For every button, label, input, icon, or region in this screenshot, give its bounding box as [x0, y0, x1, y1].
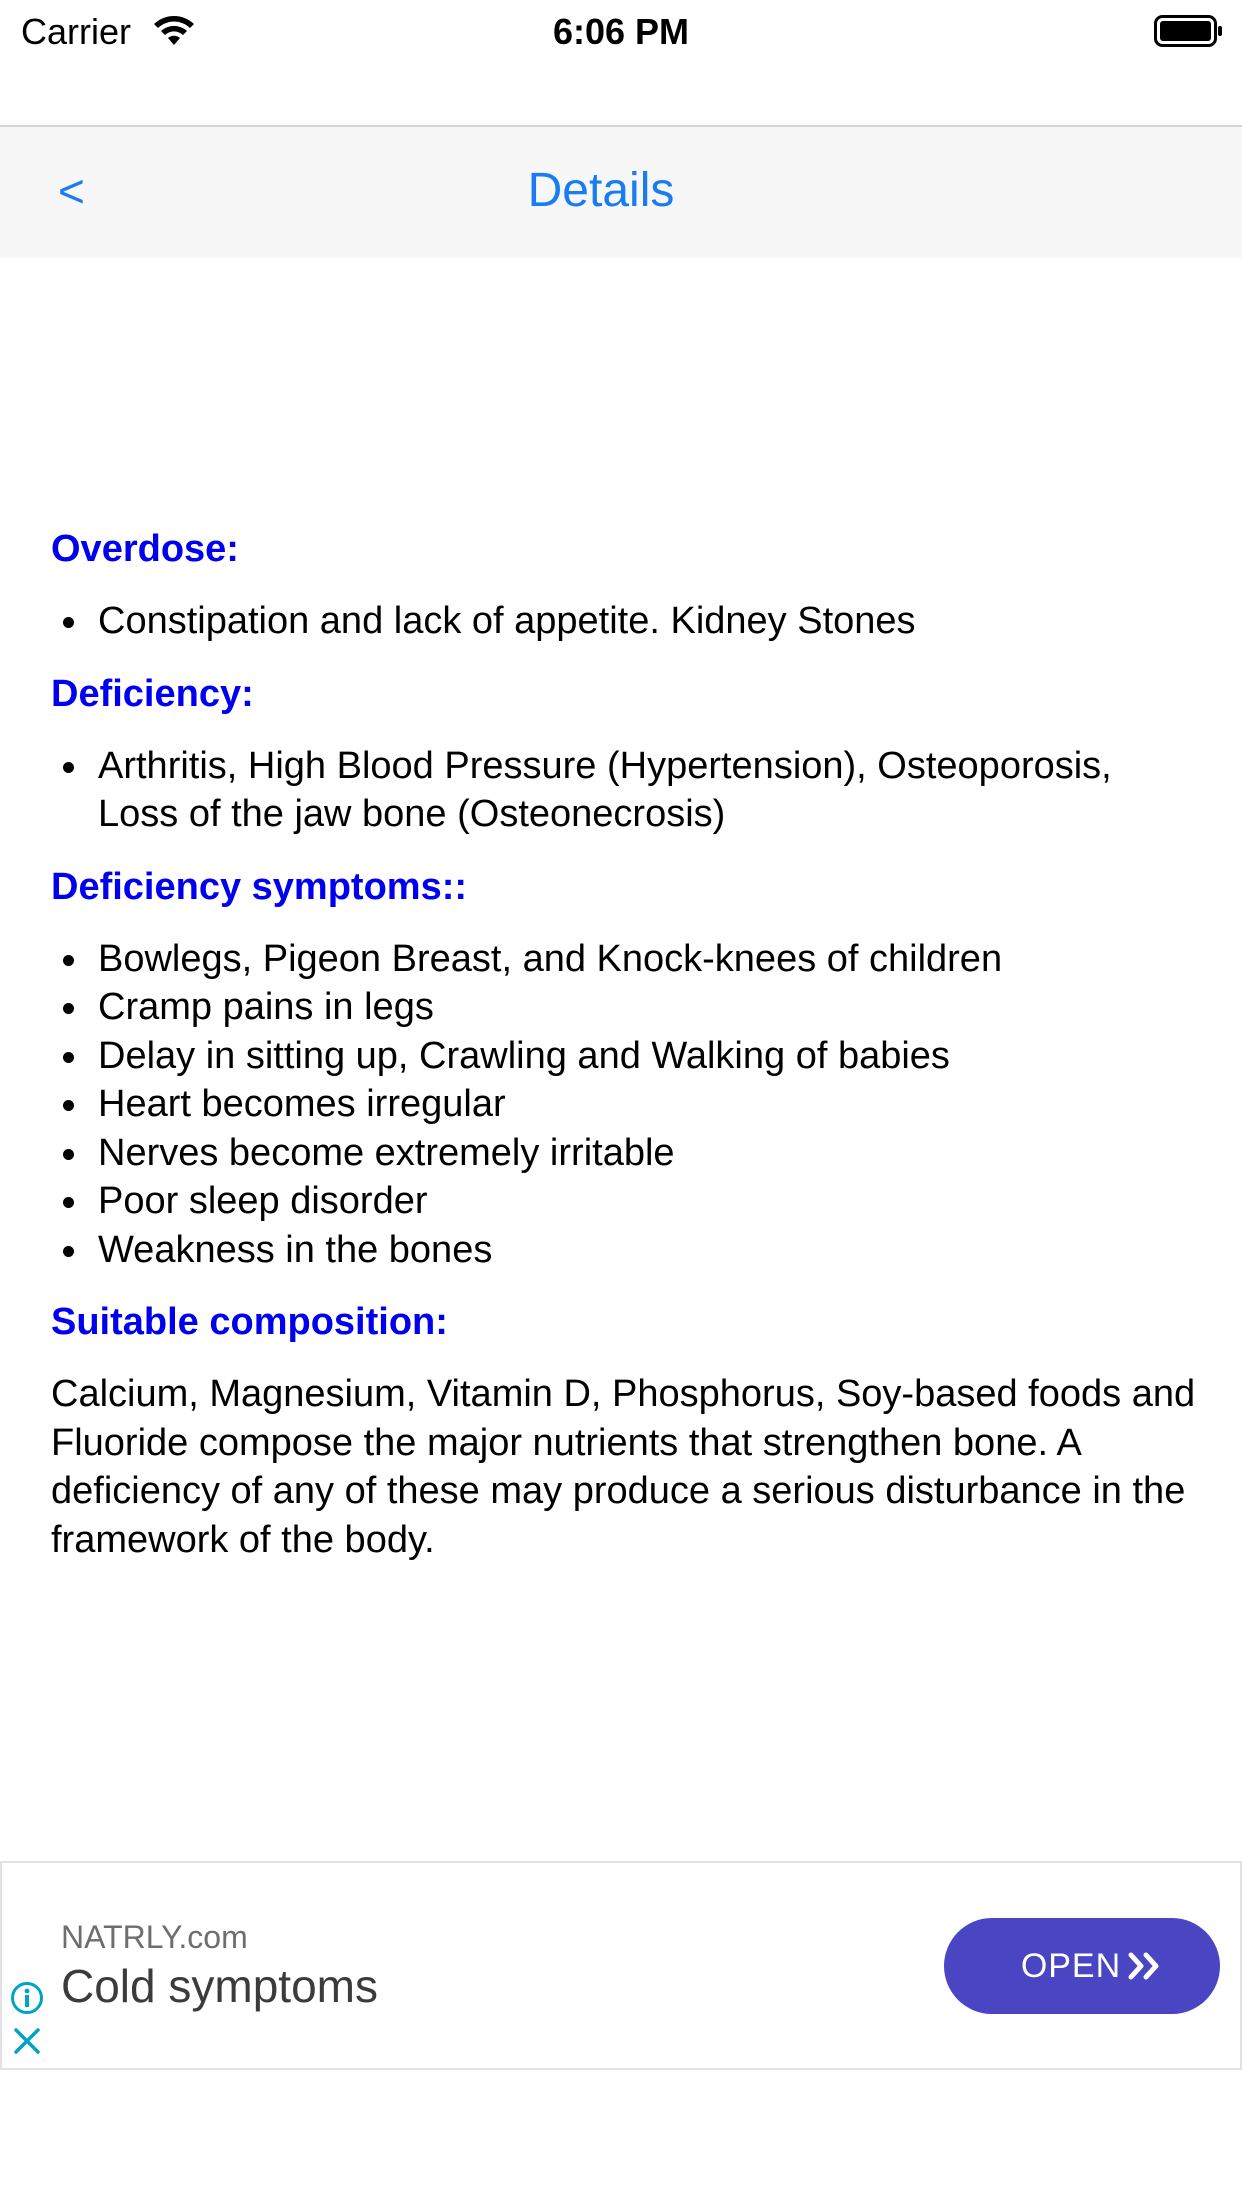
info-icon[interactable]: [10, 1981, 44, 2015]
status-time: 6:06 PM: [552, 11, 690, 52]
ad-headline[interactable]: Cold symptoms: [61, 1960, 378, 2012]
status-bar: [0, 0, 1242, 62]
overdose-list: [51, 597, 1201, 646]
list-item: Cramp pains in legs: [51, 983, 1201, 1032]
list-item: Nerves become extremely irritable: [51, 1129, 1201, 1178]
ad-open-label: OPEN: [1020, 1947, 1122, 1985]
bullet-icon: [63, 1052, 74, 1063]
bullet-icon: [63, 1100, 74, 1111]
close-icon[interactable]: [12, 2026, 42, 2056]
double-chevron-right-icon: [1128, 1952, 1162, 1980]
bullet-icon: [63, 762, 74, 773]
bullet-icon: [63, 1003, 74, 1014]
ad-domain: NATRLY.com: [61, 1919, 248, 1955]
list-item: Constipation and lack of appetite. Kidney Stones: [51, 597, 1201, 646]
bullet-icon: [63, 955, 74, 966]
bullet-icon: [63, 617, 74, 628]
list-item: Bowlegs, Pigeon Breast, and Knock-knees of children: [51, 935, 1201, 984]
suitable-composition-heading: Suitable composition:: [51, 1301, 448, 1343]
battery-icon: [1154, 15, 1224, 47]
overdose-heading: Overdose:: [51, 528, 239, 570]
carrier-label: Carrier: [21, 11, 132, 52]
deficiency-symptoms-heading: Deficiency symptoms::: [51, 865, 468, 908]
ad-banner[interactable]: [0, 1861, 1242, 2070]
list-item: Poor sleep disorder: [51, 1177, 1201, 1226]
navigation-bar: [0, 125, 1242, 258]
deficiency-heading: Deficiency:: [51, 672, 254, 715]
list-item: Delay in sitting up, Crawling and Walking of babies: [51, 1032, 1201, 1081]
bullet-icon: [63, 1246, 74, 1257]
deficiency-list: [51, 742, 1201, 839]
back-button[interactable]: <: [58, 165, 85, 217]
page-title: Details: [527, 164, 675, 217]
suitable-composition-text: Calcium, Magnesium, Vitamin D, Phosphorus, Soy-based foods and Fluoride compose the major nutrients that strengthen bone. A deficiency of any of these may produce a serious disturbance in the framework of the body.: [51, 1373, 1196, 1561]
bullet-icon: [63, 1197, 74, 1208]
list-item: Heart becomes irregular: [51, 1080, 1201, 1129]
deficiency-symptoms-list: [51, 935, 1201, 1275]
ad-open-button[interactable]: [944, 1918, 1220, 2014]
bullet-icon: [63, 1149, 74, 1160]
list-item: Weakness in the bones: [51, 1226, 1201, 1275]
details-content: [51, 525, 1201, 1564]
list-item: Arthritis, High Blood Pressure (Hypertension), Osteoporosis, Loss of the jaw bone (Osteonecrosis): [51, 742, 1201, 839]
